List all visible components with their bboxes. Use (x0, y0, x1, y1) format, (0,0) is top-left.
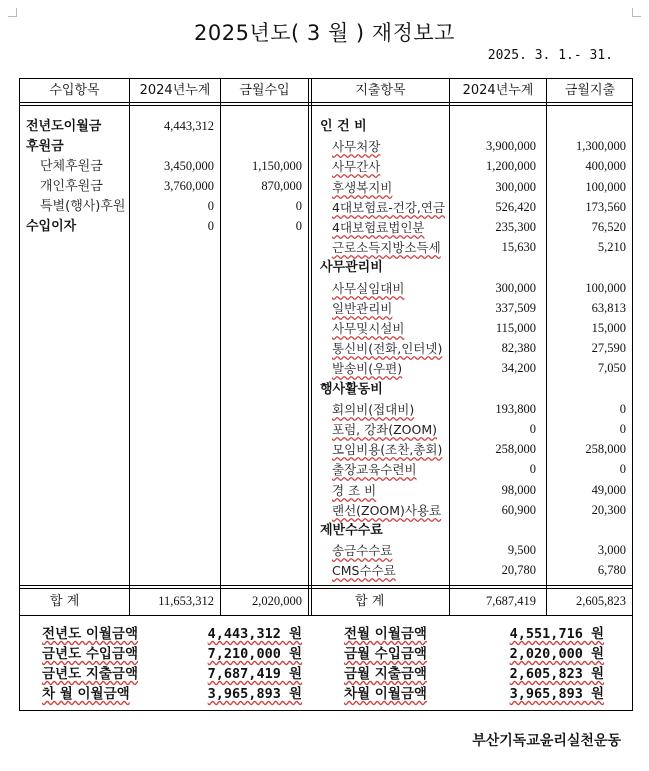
report-period: 2025. 3. 1.- 31. (487, 48, 613, 63)
expense-item-label: 4대보험료-건강,연금 (332, 200, 446, 215)
expense-item-month: 0 (619, 422, 626, 436)
expense-item-month: 63,813 (591, 301, 626, 315)
summary-right-value: 3,965,893 원 (509, 686, 604, 702)
expense-total-month: 2,605,823 (576, 594, 626, 608)
expense-item-month: 7,050 (597, 361, 626, 375)
expense-item-label: 통신비(전화,인터넷) (332, 341, 443, 356)
expense-item-month: 20,300 (591, 503, 626, 517)
expense-item-cum (450, 521, 536, 540)
expense-item-cum: 0 (529, 422, 536, 436)
expense-item-label: 모임비용(조찬,총회) (332, 442, 443, 457)
expense-item-cum: 258,000 (495, 442, 536, 456)
expense-item-cum: 60,900 (501, 503, 536, 517)
expense-item-month: 0 (619, 402, 626, 416)
summary-left-label: 전년도 이월금액 (42, 626, 138, 642)
expense-item-label: CMS수수료 (332, 563, 396, 578)
expense-item-month: 1,300,000 (576, 139, 626, 153)
expense-item-month: 3,000 (597, 543, 626, 557)
income-item-label: 특별(행사)후원 (40, 199, 126, 214)
expense-item-cum: 300,000 (495, 180, 536, 194)
summary-right-value: 2,020,000 원 (509, 646, 604, 662)
summary-left-value: 4,443,312 원 (207, 626, 302, 642)
summary-left-label: 금년도 지출금액 (42, 666, 138, 682)
expense-item-label: 4대보험료법인분 (332, 220, 425, 235)
income-item-cum (130, 137, 214, 156)
income-item-cum: 3,760,000 (164, 179, 214, 193)
expense-item-cum: 34,200 (501, 361, 536, 375)
expense-item-cum: 337,509 (495, 301, 536, 315)
expense-item-cum (450, 380, 536, 399)
expense-item-label: 일반관리비 (332, 301, 393, 316)
income-item-label: 후원금 (26, 139, 64, 154)
expense-item-cum (450, 117, 536, 136)
col-divider (308, 79, 312, 615)
expense-item-label: 제반수수료 (320, 523, 383, 538)
header-income-cum: 2024년누계 (139, 83, 211, 98)
expense-item-cum: 115,000 (495, 321, 536, 335)
expense-item-label: 랜선(ZOOM)사용료 (332, 503, 442, 518)
summary-right-label: 금월 지출금액 (344, 666, 427, 682)
income-total-label: 합 계 (50, 594, 80, 609)
header-income-item: 수입항목 (49, 83, 100, 98)
expense-item-cum: 1,200,000 (486, 159, 536, 173)
summary-left-label: 금년도 수입금액 (42, 646, 138, 662)
expense-item-cum: 15,630 (501, 240, 536, 254)
summary-left-label: 차 월 이월금액 (42, 686, 130, 702)
organization-name: 부산기독교윤리실천운동 (472, 733, 621, 749)
summary-box (19, 616, 633, 711)
income-item-label: 수입이자 (26, 219, 77, 234)
income-item-label: 전년도이월금 (26, 119, 102, 134)
expense-item-label: 사무및시설비 (332, 321, 405, 336)
income-item-month: 870,000 (261, 179, 302, 193)
expense-total-label: 합 계 (355, 594, 385, 609)
header-expense-cum: 2024년누계 (462, 83, 534, 98)
page-corner-mark (8, 8, 17, 17)
summary-left-value: 7,687,419 원 (207, 666, 302, 682)
income-item-month (221, 117, 302, 136)
expense-item-month (547, 521, 626, 540)
expense-item-cum (450, 258, 536, 277)
income-total-month: 2,020,000 (252, 594, 302, 608)
expense-item-label: 인 건 비 (320, 119, 367, 134)
income-total-cum: 11,653,312 (158, 594, 214, 608)
expense-item-label: 행사활동비 (320, 382, 383, 397)
summary-right-value: 2,605,823 원 (509, 666, 604, 682)
summary-right-label: 차월 이월금액 (344, 686, 427, 702)
expense-item-label: 사무관리비 (320, 260, 383, 275)
expense-item-cum: 82,380 (501, 341, 536, 355)
income-item-month: 0 (295, 219, 302, 233)
summary-left-value: 3,965,893 원 (207, 686, 302, 702)
summary-right-value: 4,551,716 원 (509, 626, 604, 642)
expense-item-month: 400,000 (585, 159, 626, 173)
expense-item-label: 후생복지비 (332, 180, 393, 195)
summary-right-label: 금월 수입금액 (344, 646, 427, 662)
income-item-month: 0 (295, 199, 302, 213)
expense-item-cum: 0 (529, 462, 536, 476)
expense-item-month: 173,560 (585, 200, 626, 214)
total-divider (20, 585, 632, 589)
income-item-month: 1,150,000 (252, 159, 302, 173)
expense-item-cum: 20,780 (501, 563, 536, 577)
expense-item-label: 사무처장 (332, 139, 381, 154)
page-corner-mark (632, 8, 641, 17)
expense-item-month (547, 258, 626, 277)
page-title: 2025년도( 3 월 ) 재정보고 (194, 21, 455, 45)
expense-item-label: 포럼, 강좌(ZOOM) (332, 422, 438, 437)
expense-item-month: 100,000 (585, 281, 626, 295)
income-item-cum: 3,450,000 (164, 159, 214, 173)
header-expense-item: 지출항목 (355, 83, 406, 98)
summary-right-label: 전월 이월금액 (344, 626, 427, 642)
expense-item-cum: 300,000 (495, 281, 536, 295)
expense-item-label: 출장교육수련비 (332, 462, 417, 477)
income-item-cum: 4,443,312 (164, 119, 214, 133)
header-expense-month: 금월지출 (564, 83, 616, 98)
expense-item-cum: 193,800 (495, 402, 536, 416)
income-item-month (221, 137, 302, 156)
expense-item-cum: 526,420 (495, 200, 536, 214)
income-item-label: 개인후원금 (40, 179, 103, 194)
expense-item-label: 발송비(우편) (332, 361, 403, 376)
expense-item-month: 5,210 (597, 240, 626, 254)
expense-item-label: 회의비(접대비) (332, 402, 415, 417)
expense-item-cum: 98,000 (501, 483, 536, 497)
summary-left-value: 7,210,000 원 (207, 646, 302, 662)
expense-item-label: 사무실임대비 (332, 281, 405, 296)
expense-item-label: 근로소득지방소득세 (332, 240, 441, 255)
expense-item-month: 15,000 (591, 321, 626, 335)
expense-item-label: 경 조 비 (332, 483, 377, 498)
income-item-label: 단체후원금 (40, 159, 103, 174)
income-item-cum: 0 (207, 199, 214, 213)
income-item-cum: 0 (207, 219, 214, 233)
expense-item-month: 0 (619, 462, 626, 476)
expense-item-month: 76,520 (591, 220, 626, 234)
expense-item-cum: 9,500 (507, 543, 536, 557)
expense-item-month (547, 380, 626, 399)
expense-item-month: 100,000 (585, 180, 626, 194)
expense-item-cum: 3,900,000 (486, 139, 536, 153)
expense-item-cum: 235,300 (495, 220, 536, 234)
finance-table (19, 78, 633, 616)
expense-total-cum: 7,687,419 (486, 594, 536, 608)
header-income-month: 금월수입 (239, 83, 290, 98)
expense-item-month: 27,590 (591, 341, 626, 355)
expense-item-label: 사무간사 (332, 159, 381, 174)
expense-item-month (547, 117, 626, 136)
expense-item-month: 258,000 (585, 442, 626, 456)
expense-item-label: 송금수수료 (332, 543, 393, 558)
expense-item-month: 49,000 (591, 483, 626, 497)
expense-item-month: 6,780 (597, 563, 626, 577)
